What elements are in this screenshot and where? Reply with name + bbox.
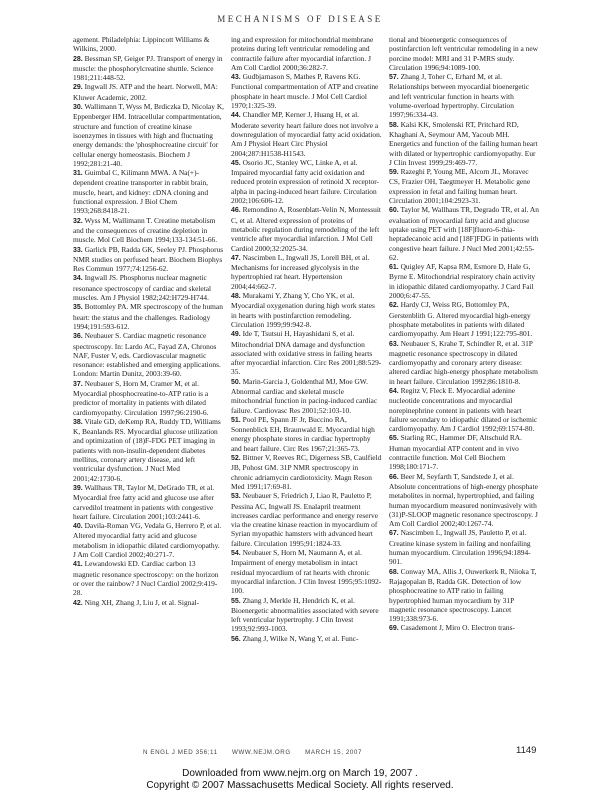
reference-text: Ide T, Tsutsui H, Hayashidani S, et al. Mitochondrial DNA damage and dysfunction associated with oxidative stress in failing hearts after myocardial infarction. Circ Res 2001;88:529-35. — [231, 329, 382, 377]
reference-number: 50. — [231, 378, 241, 386]
reference-text: Lewandowski ED. Cardiac carbon 13 magnetic resonance spectroscopy: on the horizon or over the rainbow? J Nucl Cardiol 2002;9:419-28. — [73, 559, 219, 598]
reference-number: 49. — [231, 331, 241, 339]
reference-text: Marin-Garcia J, Goldenthal MJ, Moe GW. Abnormal cardiac and skeletal muscle mitochondrial function in pacing-induced cardiac failure. Cardiovasc Res 2001;52:103-10. — [231, 376, 378, 415]
reference-entry — [73, 168, 224, 215]
reference-entry — [231, 35, 382, 72]
reference-entry — [389, 167, 540, 205]
reference-text: Quigley AF, Kapsa RM, Esmore D, Hale G, Byrne E. Mitochondrial respiratory chain activity in idiopathic dilated cardiomyopathy. J Card Fail 2000;6:47-55. — [389, 262, 536, 301]
running-header: MECHANISMS OF DISEASE — [217, 14, 383, 24]
reference-text: Neubauer S, Krahe T, Schindler R, et al. 31P magnetic resonance spectroscopy in dilated cardiomyopathy and coronary artery disease: altered cardiac high-energy phosphate metabolism in heart failure. Circulation 1992;86:1810-8. — [389, 338, 538, 386]
reference-text: Pool PE, Spann JF Jr, Buccino RA, Sonnenblick EH, Braunwald E. Myocardial high energy phosphate stores in cardiac hypertrophy and heart failure. Circ Res 1967;21:365-73. — [231, 414, 375, 453]
reference-entry — [73, 417, 224, 483]
reference-text: Gudbjarnason S, Mathes P, Ravens KG. Functional compartmentation of ATP and creatine phosphate in heart muscle. J Mol Cell Cardiol 1970;1:325-39. — [231, 72, 379, 111]
reference-number: 47. — [231, 254, 241, 262]
reference-column-2 — [231, 35, 382, 740]
reference-entry — [73, 216, 224, 245]
reference-text: Ingwall JS. Phosphorus nuclear magnetic resonance spectroscopy of cardiac and skeletal muscles. Am J Physiol 1982;242:H729-H744. — [73, 273, 212, 303]
reference-column-1 — [73, 35, 224, 740]
reference-number: 33. — [73, 246, 83, 254]
reference-text: Zhang J, Toher C, Erhard M, et al. Relationships between myocardial bioenergetic and left ventricular function in hearts with volume-overload hypertrophy. Circulation 1997;96:334-43. — [389, 72, 530, 120]
reference-number: 59. — [389, 169, 399, 177]
reference-number: 45. — [231, 159, 241, 167]
reference-entry — [389, 567, 540, 624]
reference-number: 55. — [231, 597, 241, 605]
reference-text: agement. Philadelphia: Lippincott Williams & Wilkins, 2000. — [73, 35, 210, 54]
reference-text: Remondino A, Rosenblatt-Velin N, Montessuit C, et al. Altered expression of proteins of metabolic regulation during remodeling of the left ventricle after myocardial infarction. J Mol Cell Cardiol 2000;32:2025-34. — [231, 205, 381, 253]
reference-text: Bottomley PA. MR spectroscopy of the human heart: the status and the challenges. Radiology 1994;191:593-612. — [73, 302, 223, 331]
reference-entry — [73, 559, 224, 597]
footer-date: MARCH 15, 2007 — [305, 749, 363, 756]
reference-number: 29. — [73, 84, 83, 92]
reference-number: 66. — [389, 473, 399, 481]
reference-entry — [389, 262, 540, 300]
reference-number: 57. — [389, 74, 399, 82]
reference-number: 52. — [231, 455, 241, 463]
reference-number: 68. — [389, 568, 399, 576]
reference-number: 53. — [231, 493, 241, 501]
reference-entry — [231, 377, 382, 415]
reference-text: Neubauer S. Cardiac magnetic resonance spectroscopy. In: Lardo AC, Fayad ZA, Chronos NAF, Fuster V, eds. Cardiovascular magnetic resonance: established and emerging applications. London: Martin Dunitz, 2003:39-60. — [73, 331, 221, 379]
reference-text: ing and expression for mitochondrial membrane proteins during left ventricular remodeling and contractile failure after myocardial infarction. J Am Coll Cardiol 2000;36:282-7. — [231, 35, 374, 72]
reference-text: tional and bioenergetic consequences of postinfarction left ventricular remodeling in a new porcine model: MRI and 31 P-MRS study. Circulation 1996;94:1089-100. — [389, 35, 538, 72]
reference-number: 58. — [389, 121, 399, 129]
download-notice — [0, 768, 600, 791]
reference-text: Davila-Roman VG, Vedala G, Herrero P, et al. Altered myocardial fatty acid and glucose metabolism in idiopathic dilated cardiomyopathy. J Am Coll Cardiol 2002;40:271-7. — [73, 521, 222, 560]
reference-text: Wallimann T, Wyss M, Brdiczka D, Nicolay K, Eppenberger HM. Intracellular compartmentation, structure and function of creatine kinase isoenzymes in tissues with high and fluctuating energy demands: the 'phosphocreatine circuit' for cellular energy homeostasis. Biochem J 1992;281:21-40. — [73, 102, 224, 168]
reference-entry — [73, 35, 224, 54]
reference-text: Osorio JC, Stanley WC, Linke A, et al. Impaired myocardial fatty acid oxidation and reduced protein expression of retinoid X receptor-alpha in pacing-induced heart failure. Circulation 2002;106:606-12. — [231, 157, 380, 206]
reference-entry — [231, 329, 382, 376]
reference-entry — [389, 205, 540, 262]
reference-number: 31. — [73, 170, 83, 178]
reference-text: Starling RC, Hammer DF, Altschuld RA. Human myocardial ATP content and in vivo contractile function. Mol Cell Biochem 1998;180:171-7. — [389, 433, 522, 472]
reference-text: Guimbal C, Kilimann MWA. A Na(+)-dependent creatine transporter in rabbit brain, muscle, heart, and kidney: cDNA cloning and functional expression. J Biol Chem 1993;268:8418-21. — [73, 168, 209, 216]
reference-text: Taylor M, Wallhaus TR, Degrado TR, et al. An evaluation of myocardial fatty acid and glucose uptake using PET with [18F]fluoro-6-thia-heptadecanoic acid and [18F]FDG in patients with congestive heart failure. J Nucl Med 2001;42:55-62. — [389, 205, 539, 262]
reference-text: Beer M, Seyfarth T, Sandstede J, et al. Absolute concentrations of high-energy phosphate metabolites in normal, hypertrophied, and failing human myocardium measured noninvasively with (31)P-SLOOP magnetic resonance spectroscopy. J Am Coll Cardiol 2002;40:1267-74. — [389, 471, 538, 529]
reference-entry — [389, 528, 540, 566]
reference-entry — [73, 331, 224, 378]
reference-number: 38. — [73, 418, 83, 426]
reference-entry — [231, 72, 382, 110]
reference-number: 64. — [389, 387, 399, 395]
reference-number: 61. — [389, 264, 399, 272]
reference-text: Conway MA, Allis J, Ouwerkerk R, Niioka T, Rajagopalan B, Radda GK. Detection of low phosphocreatine to ATP ratio in failing hypertrophied human myocardium by 31P magnetic resonance spectroscopy. Lancet 1991;338:973-6. — [389, 566, 537, 624]
reference-number: 42. — [73, 599, 83, 607]
page-number: 1149 — [516, 745, 537, 756]
footer-journal: N ENGL J MED 356;11 — [143, 749, 218, 756]
reference-number: 34. — [73, 275, 83, 283]
reference-text: Nascimben L, Ingwall JS, Pauletto P, et al. Creatine kinase system in failing and nonfailing human myocardium. Circulation 1996;94:1894-901. — [389, 528, 531, 567]
reference-entry — [231, 253, 382, 291]
reference-number: 60. — [389, 207, 399, 215]
reference-number: 48. — [231, 293, 241, 301]
reference-number: 30. — [73, 104, 83, 112]
reference-text: Razeghi P, Young ME, Alcorn JL, Moravec CS, Frazier OH, Taegtmeyer H. Metabolic gene expression in fetal and failing human heart. Circulation 2001;104:2923-31. — [389, 167, 531, 206]
reference-text: Chandler MP, Kerner J, Huang H, et al. Moderate severity heart failure does not involve a downregulation of myocardial fatty acid oxidation. Am J Physiol Heart Circ Physiol 2004;287:H1538-H1543. — [231, 110, 382, 158]
reference-entry — [231, 110, 382, 157]
reference-entry — [231, 291, 382, 329]
reference-number: 28. — [73, 55, 83, 63]
reference-entry — [73, 521, 224, 559]
copyright-line: Copyright © 2007 Massachusetts Medical Society. All rights reserved. — [146, 779, 454, 791]
reference-text: Neubauer S, Horn M, Cramer M, et al. Myocardial phosphocreatine-to-ATP ratio is a predictor of mortality in patients with dilated cardiomyopathy. Circulation 1997;96:2190-6. — [73, 378, 209, 417]
reference-entry — [73, 102, 224, 168]
reference-entry — [231, 205, 382, 252]
reference-number: 46. — [231, 207, 241, 215]
reference-number: 54. — [231, 550, 241, 558]
reference-text: Kalsi KK, Smolenski RT, Pritchard RD, Khaghani A, Seymour AM, Yacoub MH. Energetics and function of the failing human heart with dilated or hypertrophic cardiomyopathy. Eur J Clin Invest 1999;29:469-77. — [389, 119, 538, 167]
reference-text: Ingwall JS. ATP and the heart. Norwell, MA: Kluwer Academic, 2002. — [73, 82, 218, 102]
reference-entry — [73, 82, 224, 102]
reference-entry — [73, 273, 224, 302]
reference-entry — [73, 245, 224, 274]
reference-entry — [389, 433, 540, 471]
reference-number: 51. — [231, 416, 241, 424]
reference-text: Zhang J, Merkle H, Hendrich K, et al. Bioenergetic abnormalities associated with severe left ventricular hypertrophy. J Clin Invest 1993;92:993-1003. — [231, 595, 379, 634]
reference-text: Nascimben L, Ingwall JS, Lorell BH, et al. Mechanisms for increased glycolysis in the hypertrophied rat heart. Hypertension 2004;44:662-7. — [231, 252, 370, 291]
reference-entry — [231, 415, 382, 453]
reference-number: 56. — [231, 635, 241, 643]
reference-entry — [231, 491, 382, 548]
reference-text: Neubauer S, Horn M, Naumann A, et al. Impairment of energy metabolism in intact residual myocardium of rat hearts with chronic myocardial infarction. J Clin Invest 1995;95:1092-100. — [231, 548, 382, 596]
reference-entry — [231, 453, 382, 491]
reference-entry — [73, 483, 224, 521]
reference-number: 44. — [231, 112, 241, 120]
reference-number: 65. — [389, 435, 399, 443]
reference-number: 63. — [389, 340, 399, 348]
reference-entry — [389, 35, 540, 72]
reference-number: 41. — [73, 561, 83, 569]
reference-number: 69. — [389, 625, 399, 633]
reference-entry — [389, 623, 540, 633]
reference-text: Bittner V, Reeves RC, Digerness SB, Caulfield JB, Pohost GM. 31P NMR spectroscopy in chronic adriamycin cardiotoxicity. Magn Reson Med 1991;17:69-81. — [231, 453, 382, 491]
reference-entry — [231, 158, 382, 205]
reference-text: Neubauer S, Friedrich J, Liao R, Pauletto P, Pessina AC, Ingwall JS. Enalapril treatment increases cardiac performance and energy reserve via the creatine kinase reaction in myocardium of Syrian myopathic hamsters with advanced heart failure. Circulation 1995;91:1824-33. — [231, 491, 378, 548]
reference-entry — [389, 339, 540, 386]
reference-number: 40. — [73, 523, 83, 531]
reference-entry — [389, 72, 540, 119]
reference-number: 35. — [73, 304, 83, 312]
reference-column-3 — [389, 35, 540, 740]
download-line: Downloaded from www.nejm.org on March 19, 2007 . — [182, 768, 418, 779]
reference-text: Bessman SP, Geiger PJ. Transport of energy in muscle: the phosphorylcreatine shuttle. Science 1981;211:448-52. — [73, 53, 223, 83]
reference-number: 43. — [231, 74, 241, 82]
footer-website: WWW.NEJM.ORG — [232, 749, 291, 756]
reference-entry — [389, 120, 540, 167]
reference-number: 36. — [73, 333, 83, 341]
reference-entry — [389, 386, 540, 433]
reference-text: Garlick PB, Radda GK, Seeley PJ. Phosphorus NMR studies on perfused heart. Biochem Biophys Res Commun 1977;74:1256-62. — [73, 244, 224, 274]
reference-entry — [231, 548, 382, 595]
reference-text: Murakami Y, Zhang Y, Cho YK, et al. Myocardial oxygenation during high work states in hearts with postinfarction remodeling. Circulation 1999;99:942-8. — [231, 291, 375, 329]
reference-number: 39. — [73, 484, 83, 492]
reference-text: Hardy CJ, Weiss RG, Bottomley PA, Gerstenblith G. Altered myocardial high-energy phosphate metabolites in patients with dilated cardiomyopathy. Am Heart J 1991;122:795-801. — [389, 300, 533, 339]
reference-columns — [73, 35, 540, 740]
reference-text: Zhang J, Wilke N, Wang Y, et al. Func- — [242, 633, 359, 643]
reference-entry — [389, 300, 540, 338]
reference-text: Vitale GD, deKemp RA, Ruddy TD, Williams K, Beanlands RS. Myocardial glucose utilization and optimization of (18)F-FDG PET imaging in patients with non-insulin-dependent diabetes mellitus, coronary artery disease, and left ventricular dysfunction. J Nucl Med 2001;42:1730-6. — [73, 416, 221, 483]
reference-text: Regitz V, Fleck E. Myocardial adenine nucleotide concentrations and myocardial norepinephrine content in patients with heart failure secondary to idiopathic dilated or ischemic cardiomyopathy. Am J Cardiol 1992;69:1574-80. — [389, 385, 538, 434]
reference-text: Wyss M, Wallimann T. Creatine metabolism and the consequences of creatine depletion in muscle. Mol Cell Biochem 1994;133-134:51-66. — [73, 215, 218, 245]
reference-entry — [389, 472, 540, 529]
reference-entry — [231, 634, 382, 644]
reference-text: Wallhaus TR, Taylor M, DeGrado TR, et al. Myocardial free fatty acid and glucose use after carvedilol treatment in patients with congestive heart failure. Circulation 2001;103:2441-6. — [73, 482, 215, 521]
reference-entry — [73, 54, 224, 83]
reference-number: 37. — [73, 380, 83, 388]
reference-text: Ning XH, Zhang J, Liu J, et al. Signal- — [84, 597, 200, 607]
reference-entry — [73, 302, 224, 331]
reference-number: 62. — [389, 302, 399, 310]
reference-entry — [73, 598, 224, 608]
reference-number: 67. — [389, 530, 399, 538]
reference-text: Casademont J, Miro O. Electron trans- — [400, 623, 515, 633]
page-footer — [143, 749, 473, 756]
reference-entry — [231, 596, 382, 634]
reference-entry — [73, 379, 224, 417]
reference-number: 32. — [73, 217, 83, 225]
